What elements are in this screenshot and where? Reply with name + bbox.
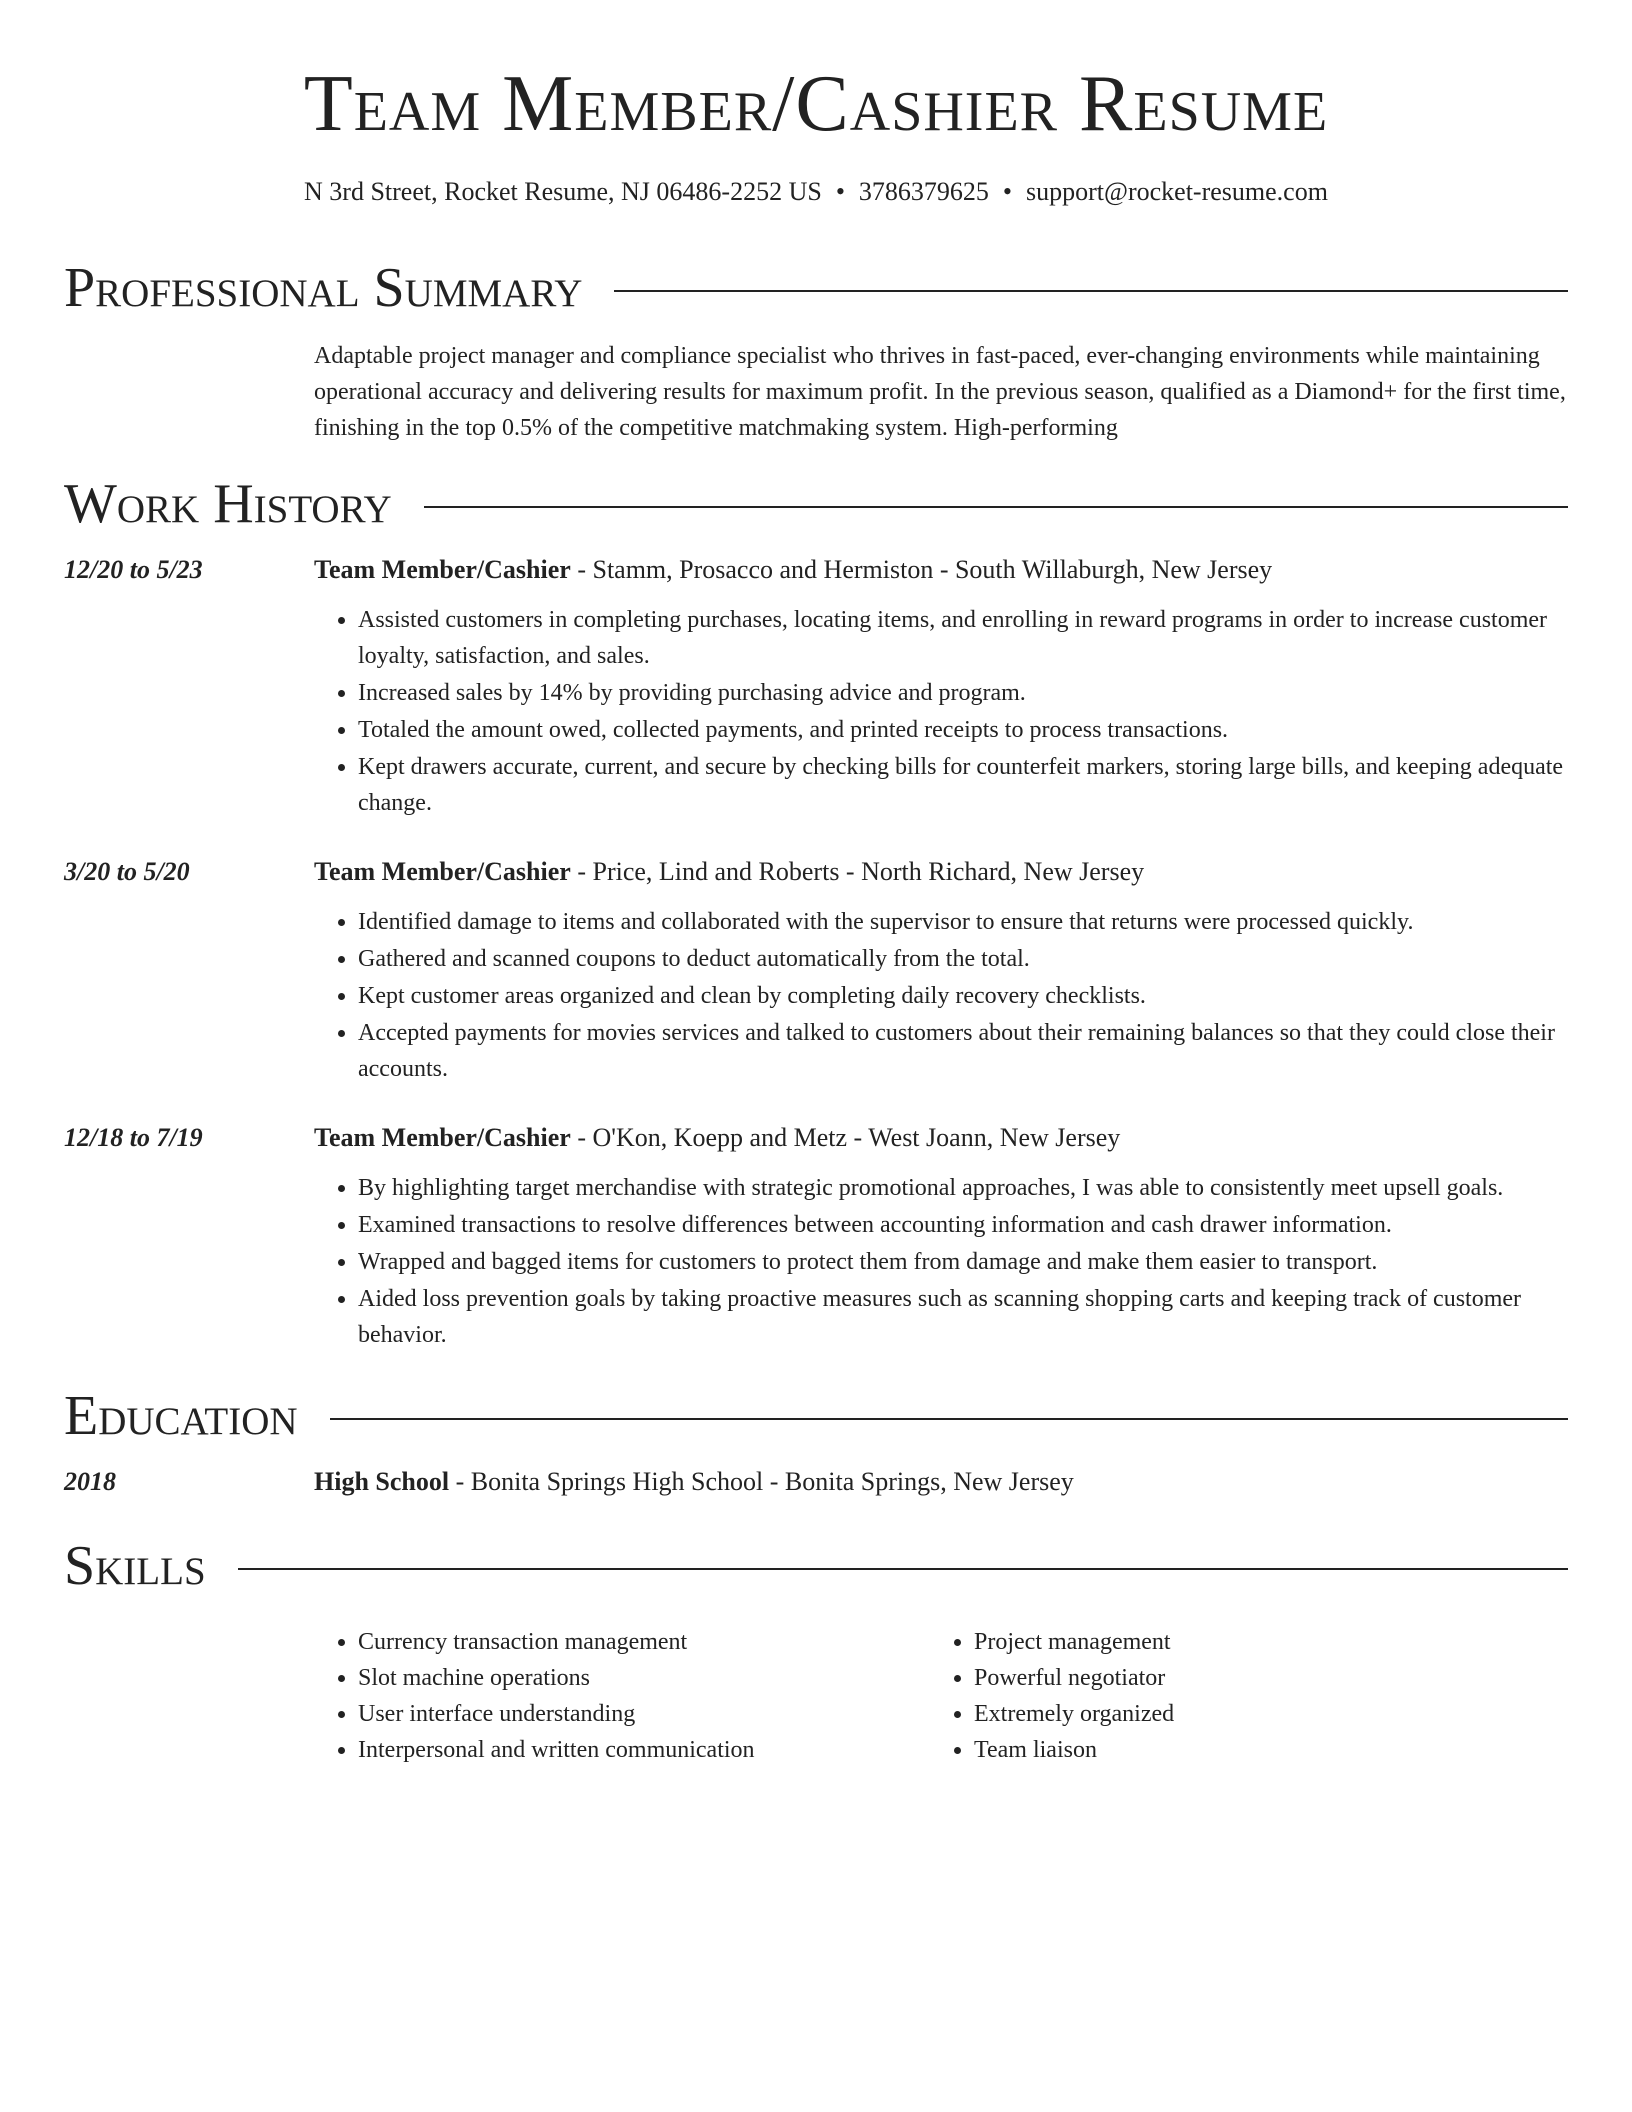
skill-item: • Extremely organized (974, 1696, 1546, 1732)
job-employer: - Price, Lind and Roberts - North Richard, New Jersey (570, 857, 1145, 886)
contact-line (0, 174, 1632, 210)
education-heading (314, 1464, 1074, 1500)
job-dates: 12/20 to 5/23 (64, 555, 203, 584)
section-title-education: Education (64, 1385, 298, 1447)
section-divider (238, 1568, 1568, 1570)
section-divider (424, 506, 1568, 508)
resume-title: Team Member/Cashier Resume (303, 60, 1329, 148)
section-title-work-history: Work History (64, 473, 392, 535)
summary-text: Adaptable project manager and compliance specialist who thrives in fast-paced, ever-changing environments while maintaining operational accuracy and delivering results for maximum profit. In the previous season, qualified as a Diamond+ for the first time, finishing in the top 0.5% of the competitive matchmaking system. High-performing (314, 343, 1566, 441)
job-duty: • Kept customer areas organized and clean by completing daily recovery checklists. (358, 978, 1576, 1014)
skill-item: • Slot machine operations (358, 1660, 930, 1696)
contact-email: support@rocket-resume.com (1026, 177, 1328, 206)
skill-item: • Project management (974, 1624, 1546, 1660)
contact-phone: 3786379625 (858, 177, 989, 206)
job-heading (314, 1120, 1120, 1156)
skill-item: • Interpersonal and written communication (358, 1732, 930, 1768)
job-duty: • Totaled the amount owed, collected payments, and printed receipts to process transactions. (358, 712, 1576, 748)
job-duty: • Accepted payments for movies services and talked to customers about their remaining balances so that they could close their accounts. (358, 1015, 1576, 1087)
job-duty: • Examined transactions to resolve differences between accounting information and cash drawer information. (358, 1207, 1576, 1243)
section-divider (330, 1418, 1568, 1420)
contact-address: N 3rd Street, Rocket Resume, NJ 06486-2252 US (304, 177, 822, 206)
job-duty: • Gathered and scanned coupons to deduct automatically from the total. (358, 941, 1576, 977)
job-duties-list (314, 602, 1576, 822)
job-duty: • Identified damage to items and collaborated with the supervisor to ensure that returns were processed quickly. (358, 904, 1576, 940)
skill-item: • Currency transaction management (358, 1624, 930, 1660)
job-duties-list (314, 904, 1576, 1088)
section-header-summary (64, 252, 1568, 324)
contact-separator: • (1002, 177, 1013, 206)
job-title: Team Member/Cashier (314, 555, 571, 584)
job-duty: • Increased sales by 14% by providing purchasing advice and program. (358, 675, 1576, 711)
education-year: 2018 (64, 1467, 116, 1496)
skill-item: • Team liaison (974, 1732, 1546, 1768)
job-duty: • Assisted customers in completing purchases, locating items, and enrolling in reward programs in order to increase customer loyalty, satisfaction, and sales. (358, 602, 1576, 674)
section-header-skills (64, 1530, 1568, 1602)
section-header-education (64, 1380, 1568, 1452)
skills-list-right (930, 1624, 1546, 1768)
job-duties-list (314, 1170, 1576, 1354)
section-title-skills: Skills (64, 1535, 206, 1597)
skill-item: • User interface understanding (358, 1696, 930, 1732)
skills-columns (314, 1624, 1576, 1768)
contact-separator: • (835, 177, 845, 206)
skills-list-left (314, 1624, 930, 1768)
job-employer: - Stamm, Prosacco and Hermiston - South Willaburgh, New Jersey (570, 555, 1273, 584)
job-employer: - O'Kon, Koepp and Metz - West Joann, New Jersey (570, 1123, 1121, 1152)
job-duty: • Aided loss prevention goals by taking proactive measures such as scanning shopping carts and keeping track of customer behavior. (358, 1281, 1576, 1353)
job-heading (314, 552, 1272, 588)
job-title: Team Member/Cashier (314, 857, 571, 886)
section-header-work-history (64, 468, 1568, 540)
job-duty: • By highlighting target merchandise with strategic promotional approaches, I was able to consistently meet upsell goals. (358, 1170, 1576, 1206)
job-dates: 3/20 to 5/20 (64, 857, 190, 886)
section-divider (614, 290, 1568, 292)
job-title: Team Member/Cashier (314, 1123, 571, 1152)
job-heading (314, 854, 1144, 890)
job-duty: • Wrapped and bagged items for customers to protect them from damage and make them easier to transport. (358, 1244, 1576, 1280)
job-duty: • Kept drawers accurate, current, and secure by checking bills for counterfeit markers, storing large bills, and keeping adequate change. (358, 749, 1576, 821)
education-school: - Bonita Springs High School - Bonita Springs, New Jersey (449, 1467, 1074, 1496)
job-dates: 12/18 to 7/19 (64, 1123, 203, 1152)
education-degree: High School (314, 1467, 450, 1496)
section-title-summary: Professional Summary (64, 257, 583, 319)
skill-item: • Powerful negotiator (974, 1660, 1546, 1696)
